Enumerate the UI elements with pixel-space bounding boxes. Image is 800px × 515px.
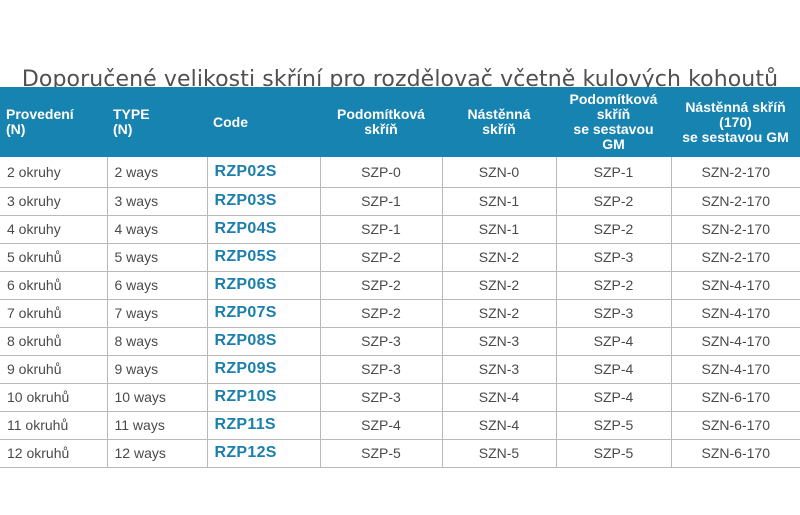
cell-type: 10 ways (107, 383, 207, 411)
header-line: se sestavou GM (682, 128, 789, 145)
cell-podomitkova-skrin: SZP-1 (320, 215, 442, 243)
cell-podomitkova-skrin-gm: SZP-3 (556, 299, 671, 327)
cell-nastenna-skrin: SZN-1 (442, 187, 556, 215)
cell-podomitkova-skrin: SZP-2 (320, 299, 442, 327)
header-line: Podomítková (337, 106, 425, 122)
cell-provedeni: 3 okruhy (0, 187, 107, 215)
header-code (207, 87, 320, 157)
header-line: GM (602, 136, 625, 152)
cell-type: 4 ways (107, 215, 207, 243)
cell-nastenna-skrin-170-gm: SZN-4-170 (671, 299, 800, 327)
cell-type: 6 ways (107, 271, 207, 299)
cell-podomitkova-skrin-gm: SZP-4 (556, 383, 671, 411)
cell-nastenna-skrin-170-gm: SZN-4-170 (671, 327, 800, 355)
cell-code: RZP08S (207, 327, 320, 355)
cell-podomitkova-skrin: SZP-5 (320, 439, 442, 467)
cell-nastenna-skrin-170-gm: SZN-6-170 (671, 411, 800, 439)
cell-nastenna-skrin: SZN-2 (442, 243, 556, 271)
header-line: Podomítková (569, 91, 658, 107)
table-row (0, 271, 800, 299)
table-row (0, 355, 800, 383)
cell-nastenna-skrin-170-gm: SZN-4-170 (671, 271, 800, 299)
table-row (0, 327, 800, 355)
page-title: Doporučené velikosti skříní pro rozdělovač včetně kulových kohoutů (21, 66, 779, 92)
header-line: (N) (6, 121, 26, 137)
cell-podomitkova-skrin-gm: SZP-5 (556, 411, 671, 439)
header-type (107, 87, 207, 157)
cell-type: 8 ways (107, 327, 207, 355)
cell-nastenna-skrin-170-gm: SZN-6-170 (671, 383, 800, 411)
header-line: Provedení (6, 106, 74, 122)
cell-podomitkova-skrin-gm: SZP-5 (556, 439, 671, 467)
cell-code: RZP06S (207, 271, 320, 299)
header-line: Code (213, 113, 248, 130)
table-row (0, 299, 800, 327)
cell-nastenna-skrin: SZN-5 (442, 439, 556, 467)
header-line: Nástěnná skříň (685, 98, 786, 115)
cell-provedeni: 8 okruhů (0, 327, 107, 355)
table-header-row (0, 87, 800, 157)
header-line: (N) (113, 121, 133, 137)
cell-type: 9 ways (107, 355, 207, 383)
cell-podomitkova-skrin: SZP-3 (320, 355, 442, 383)
cell-type: 2 ways (107, 157, 207, 187)
cell-provedeni: 12 okruhů (0, 439, 107, 467)
header-line: TYPE (113, 106, 150, 122)
cell-provedeni: 4 okruhy (0, 215, 107, 243)
cell-nastenna-skrin-170-gm: SZN-6-170 (671, 439, 800, 467)
cell-provedeni: 11 okruhů (0, 411, 107, 439)
cell-nastenna-skrin-170-gm: SZN-2-170 (671, 215, 800, 243)
table-row (0, 439, 800, 467)
header-podomitkova-skrin (320, 87, 442, 157)
cell-provedeni: 9 okruhů (0, 355, 107, 383)
table-row (0, 215, 800, 243)
cell-nastenna-skrin: SZN-4 (442, 411, 556, 439)
cell-podomitkova-skrin-gm: SZP-1 (556, 157, 671, 187)
cell-podomitkova-skrin: SZP-0 (320, 157, 442, 187)
cell-podomitkova-skrin: SZP-2 (320, 243, 442, 271)
cell-code: RZP05S (207, 243, 320, 271)
cell-code: RZP04S (207, 215, 320, 243)
cell-nastenna-skrin: SZN-1 (442, 215, 556, 243)
cell-type: 7 ways (107, 299, 207, 327)
cell-nastenna-skrin-170-gm: SZN-4-170 (671, 355, 800, 383)
cell-provedeni: 7 okruhů (0, 299, 107, 327)
cell-code: RZP09S (207, 355, 320, 383)
cell-provedeni: 6 okruhů (0, 271, 107, 299)
header-nastenna-skrin (442, 87, 556, 157)
table-row (0, 187, 800, 215)
cell-provedeni: 10 okruhů (0, 383, 107, 411)
cell-podomitkova-skrin: SZP-2 (320, 271, 442, 299)
cell-type: 11 ways (107, 411, 207, 439)
cell-type: 12 ways (107, 439, 207, 467)
cell-nastenna-skrin-170-gm: SZN-2-170 (671, 157, 800, 187)
cabinet-size-table (0, 87, 800, 468)
header-line: skříň (482, 121, 516, 137)
table-row (0, 383, 800, 411)
cell-podomitkova-skrin: SZP-3 (320, 383, 442, 411)
cell-podomitkova-skrin-gm: SZP-2 (556, 271, 671, 299)
cell-type: 3 ways (107, 187, 207, 215)
cell-provedeni: 2 okruhy (0, 157, 107, 187)
table-row (0, 411, 800, 439)
header-line: skříň (596, 106, 631, 122)
cell-podomitkova-skrin: SZP-1 (320, 187, 442, 215)
cell-code: RZP10S (207, 383, 320, 411)
table-body (0, 157, 800, 467)
cell-nastenna-skrin-170-gm: SZN-2-170 (671, 187, 800, 215)
cell-nastenna-skrin-170-gm: SZN-2-170 (671, 243, 800, 271)
cell-podomitkova-skrin-gm: SZP-4 (556, 327, 671, 355)
cell-podomitkova-skrin-gm: SZP-3 (556, 243, 671, 271)
cell-nastenna-skrin: SZN-4 (442, 383, 556, 411)
cell-nastenna-skrin: SZN-0 (442, 157, 556, 187)
cell-code: RZP07S (207, 299, 320, 327)
cell-podomitkova-skrin-gm: SZP-4 (556, 355, 671, 383)
cell-provedeni: 5 okruhů (0, 243, 107, 271)
header-provedeni (0, 87, 107, 157)
cell-nastenna-skrin: SZN-3 (442, 327, 556, 355)
cell-podomitkova-skrin-gm: SZP-2 (556, 215, 671, 243)
header-nastenna-skrin-170-gm (671, 87, 800, 157)
cell-code: RZP11S (207, 411, 320, 439)
cell-podomitkova-skrin-gm: SZP-2 (556, 187, 671, 215)
cell-nastenna-skrin: SZN-2 (442, 271, 556, 299)
header-line: skříň (364, 121, 398, 137)
table-row (0, 157, 800, 187)
header-line: (170) (719, 113, 752, 130)
cell-podomitkova-skrin: SZP-4 (320, 411, 442, 439)
table-row (0, 243, 800, 271)
header-podomitkova-skrin-gm (556, 87, 671, 157)
cell-code: RZP02S (207, 157, 320, 187)
cell-nastenna-skrin: SZN-3 (442, 355, 556, 383)
cell-code: RZP03S (207, 187, 320, 215)
cell-type: 5 ways (107, 243, 207, 271)
cell-podomitkova-skrin: SZP-3 (320, 327, 442, 355)
cell-nastenna-skrin: SZN-2 (442, 299, 556, 327)
header-line: se sestavou (573, 121, 654, 137)
header-line: Nástěnná (467, 106, 531, 122)
cell-code: RZP12S (207, 439, 320, 467)
